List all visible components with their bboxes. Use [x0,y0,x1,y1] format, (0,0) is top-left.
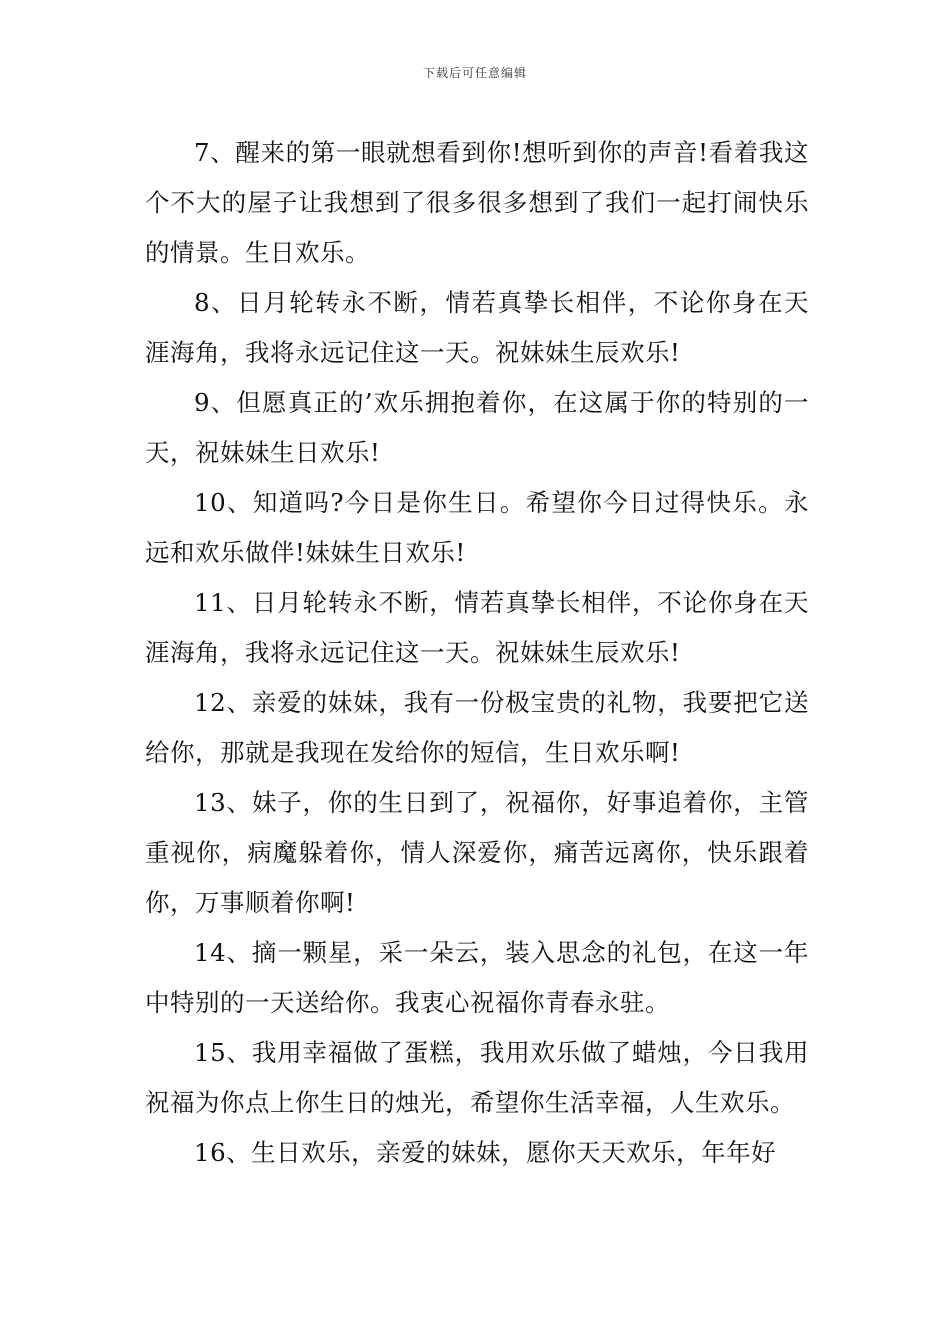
paragraph-11: 11、日月轮转永不断，情若真挚长相伴，不论你身在天涯海角，我将永远记住这一天。祝妹妹生辰欢乐! [145,588,809,667]
paragraph-7: 7、醒来的第一眼就想看到你!想听到你的声音!看着我这个不大的屋子让我想到了很多很多想到了我们一起打闹快乐的情景。生日欢乐。 [145,138,809,267]
paragraph-13: 13、妹子，你的生日到了，祝福你，好事追着你，主管重视你，病魔躲着你，情人深爱你，痛苦远离你，快乐跟着你，万事顺着你啊! [145,788,809,917]
paragraph-9: 9、但愿真正的’欢乐拥抱着你，在这属于你的特别的一天，祝妹妹生日欢乐! [145,388,809,467]
paragraph-8: 8、日月轮转永不断，情若真挚长相伴，不论你身在天涯海角，我将永远记住这一天。祝妹妹生辰欢乐! [145,288,809,367]
page-header-note: 下载后可任意编辑 [422,66,527,80]
paragraph-14: 14、摘一颗星，采一朵云，装入思念的礼包，在这一年中特别的一天送给你。我衷心祝福你青春永驻。 [145,938,809,1017]
paragraph-12: 12、亲爱的妹妹，我有一份极宝贵的礼物，我要把它送给你，那就是我现在发给你的短信，生日欢乐啊! [145,688,809,767]
paragraph-15: 15、我用幸福做了蛋糕，我用欢乐做了蜡烛，今日我用祝福为你点上你生日的烛光，希望你生活幸福，人生欢乐。 [145,1038,809,1117]
paragraph-16: 16、生日欢乐，亲爱的妹妹，愿你天天欢乐，年年好 [194,1138,777,1167]
document-body [145,128,809,1178]
paragraph-10: 10、知道吗?今日是你生日。希望你今日过得快乐。永远和欢乐做伴!妹妹生日欢乐! [145,488,809,567]
